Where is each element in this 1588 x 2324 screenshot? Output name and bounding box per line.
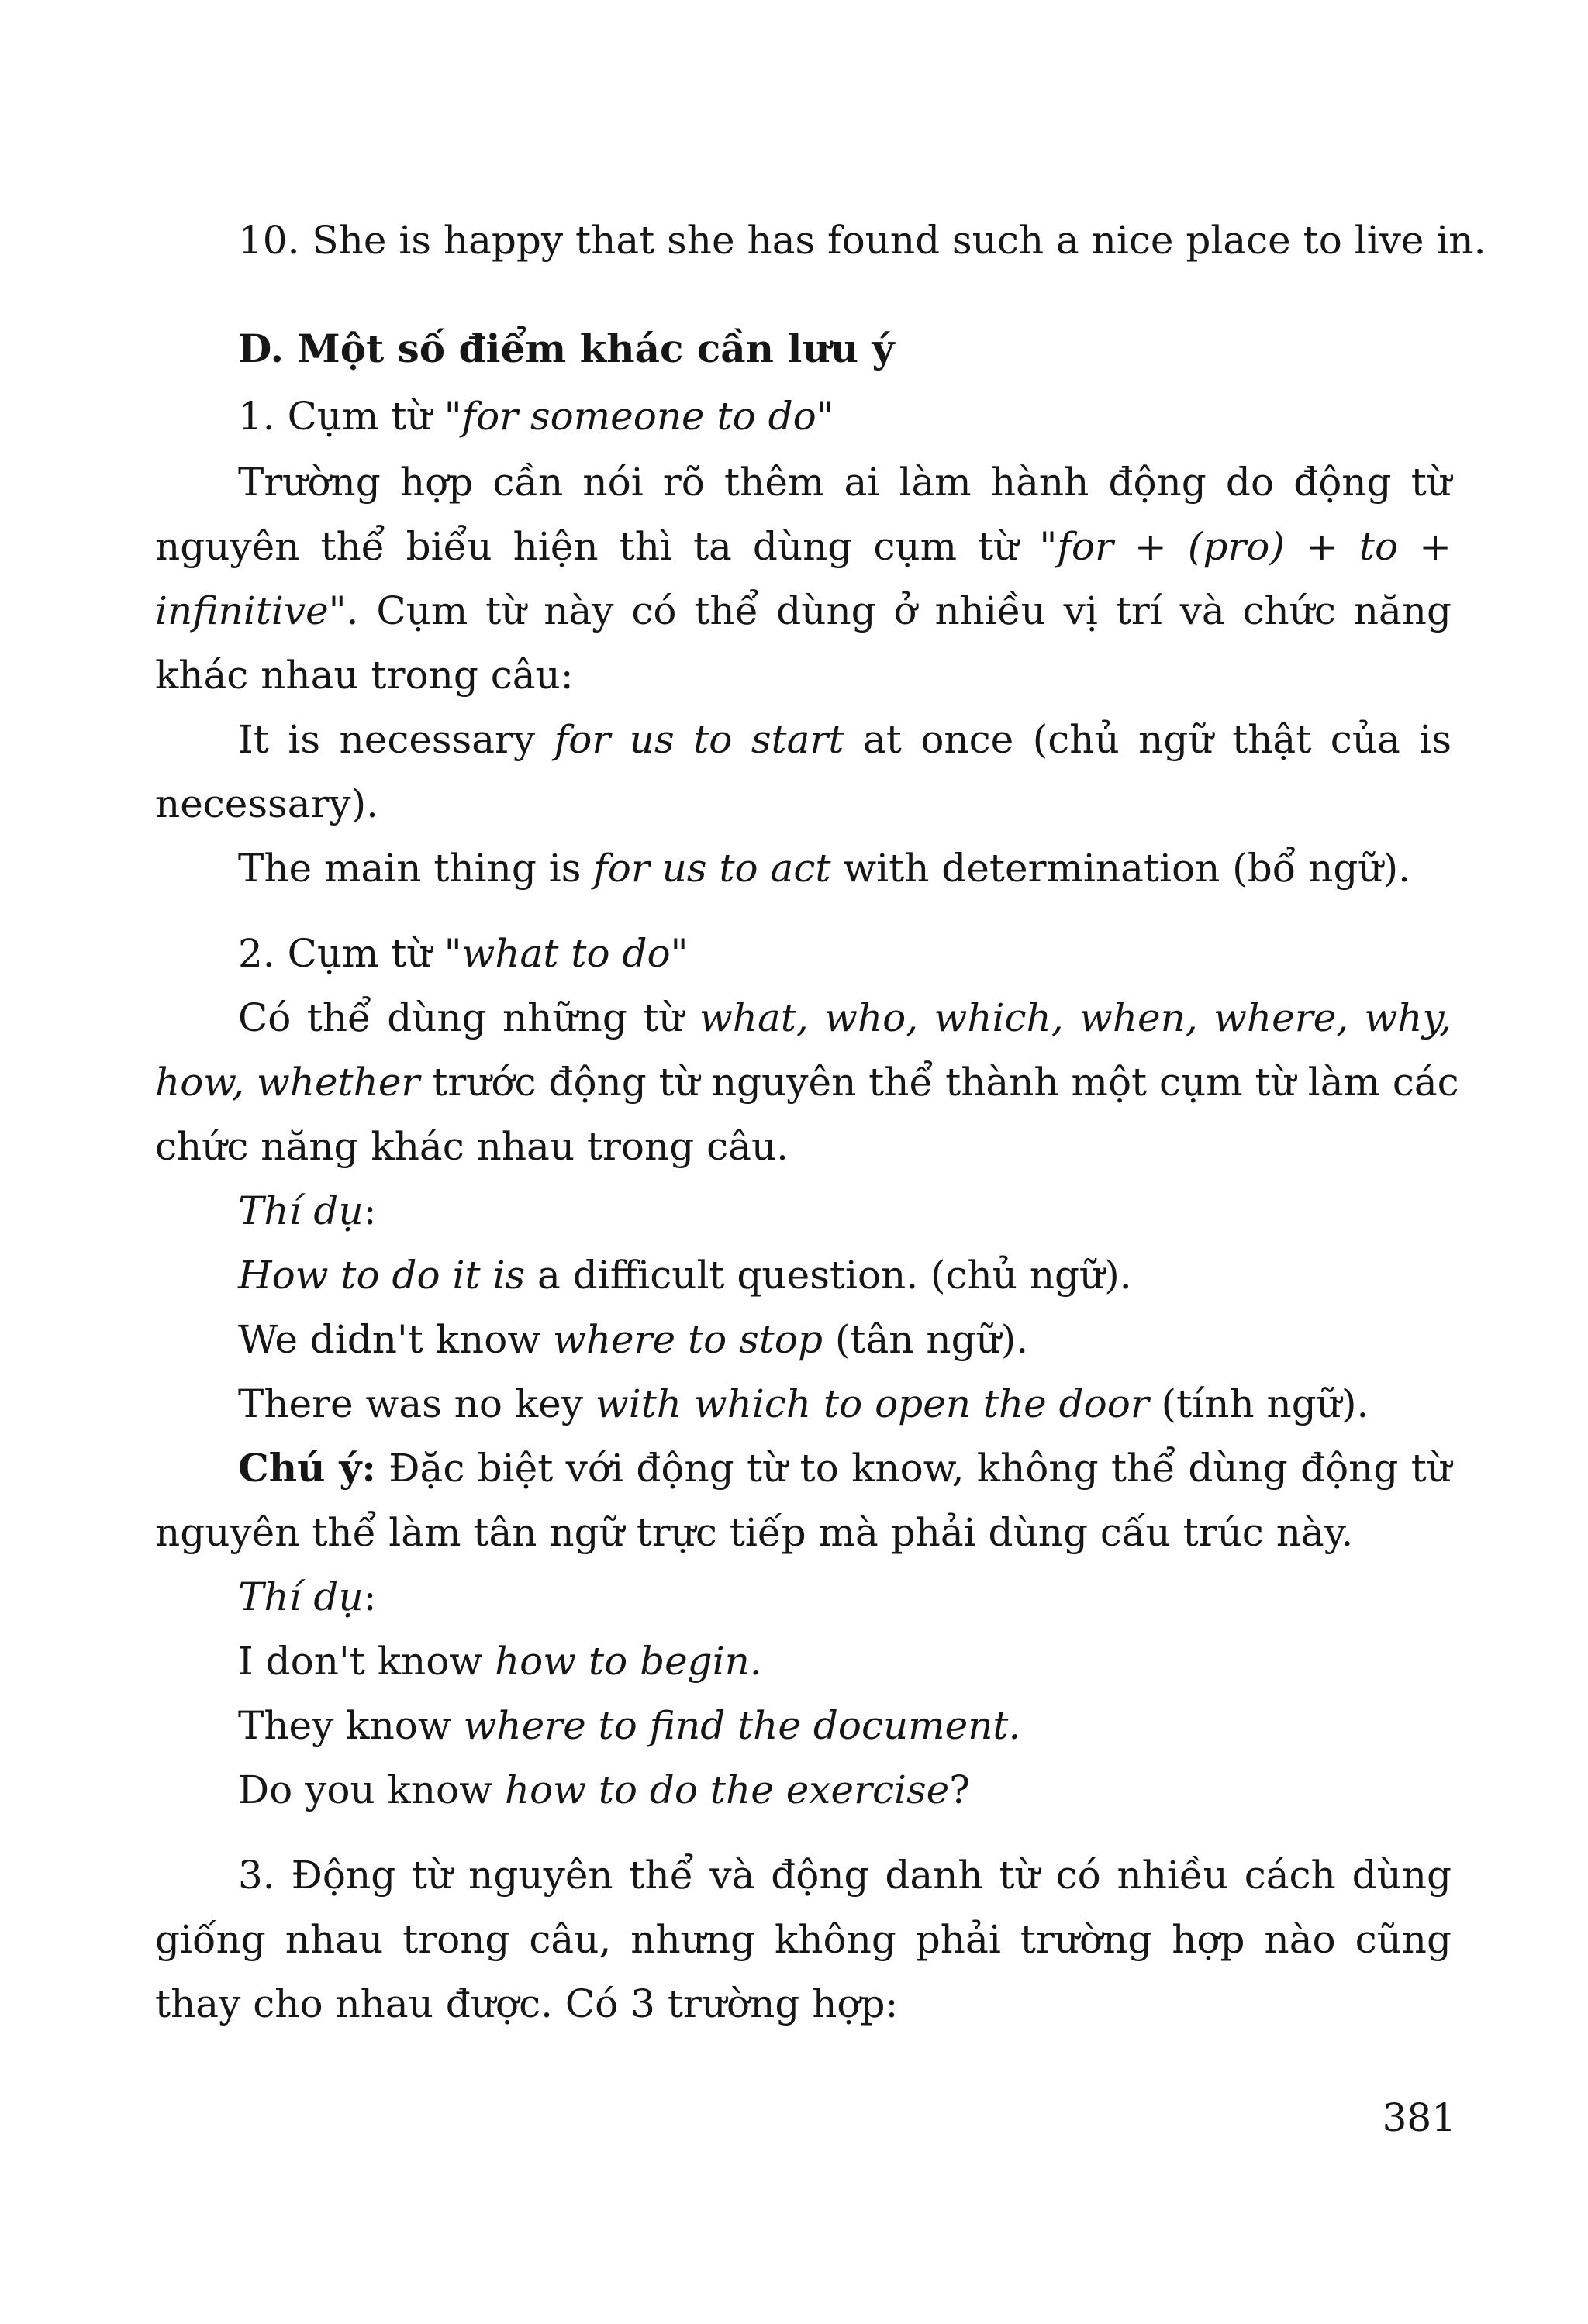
subsection-2-example-6: Do you know how to do the exercise? xyxy=(238,1767,971,1812)
note-line-2: nguyên thể làm tân ngữ trực tiếp mà phải dùng cấu trúc này. xyxy=(155,1510,1354,1555)
subsection-1-example-1: It is necessary for us to start at once (chủ ngữ thật của is xyxy=(238,717,1452,762)
subsection-2-body-line-3: chức năng khác nhau trong câu. xyxy=(155,1124,789,1169)
subsection-2-example-1: How to do it is a difficult question. (chủ ngữ). xyxy=(238,1253,1132,1298)
example-label-2: Thí dụ: xyxy=(238,1574,377,1619)
page-number: 381 xyxy=(1382,2095,1456,2140)
note-line-1: Chú ý: Đặc biệt với động từ to know, không thể dùng động từ xyxy=(238,1445,1452,1491)
subsection-3-line-2: giống nhau trong câu, nhưng không phải trường hợp nào cũng xyxy=(155,1917,1452,1962)
subsection-2-body-line-2: how, whether trước động từ nguyên thể thành một cụm từ làm các xyxy=(155,1060,1459,1105)
subsection-3-line-1: 3. Động từ nguyên thể và động danh từ có nhiều cách dùng xyxy=(238,1853,1452,1898)
section-d-heading: D. Một số điểm khác cần lưu ý xyxy=(238,326,895,371)
subsection-1-example-2: The main thing is for us to act with determination (bổ ngữ). xyxy=(238,846,1410,891)
subsection-3-line-3: thay cho nhau được. Có 3 trường hợp: xyxy=(155,1981,899,2026)
example-label-1: Thí dụ: xyxy=(238,1188,377,1233)
subsection-1-heading: 1. Cụm từ "for someone to do" xyxy=(238,394,834,439)
subsection-1-body-line-2: nguyên thể biểu hiện thì ta dùng cụm từ "for + (pro) + to + xyxy=(155,524,1452,569)
subsection-2-heading: 2. Cụm từ "what to do" xyxy=(238,931,689,976)
subsection-1-example-1-cont: necessary). xyxy=(155,781,379,826)
exercise-item-10: 10. She is happy that she has found such a nice place to live in. xyxy=(238,218,1486,263)
subsection-1-body-line-3: infinitive". Cụm từ này có thể dùng ở nhiều vị trí và chức năng xyxy=(155,588,1452,633)
subsection-2-example-5: They know where to find the document. xyxy=(238,1703,1021,1748)
subsection-2-body-line-1: Có thể dùng những từ what, who, which, when, where, why, xyxy=(238,995,1452,1040)
subsection-2-example-2: We didn't know where to stop (tân ngữ). xyxy=(238,1317,1029,1362)
subsection-1-body-line-4: khác nhau trong câu: xyxy=(155,653,574,698)
subsection-1-body-line-1: Trường hợp cần nói rõ thêm ai làm hành động do động từ xyxy=(238,460,1452,505)
subsection-2-example-4: I don't know how to begin. xyxy=(238,1639,762,1684)
subsection-2-example-3: There was no key with which to open the door (tính ngữ). xyxy=(238,1381,1369,1426)
